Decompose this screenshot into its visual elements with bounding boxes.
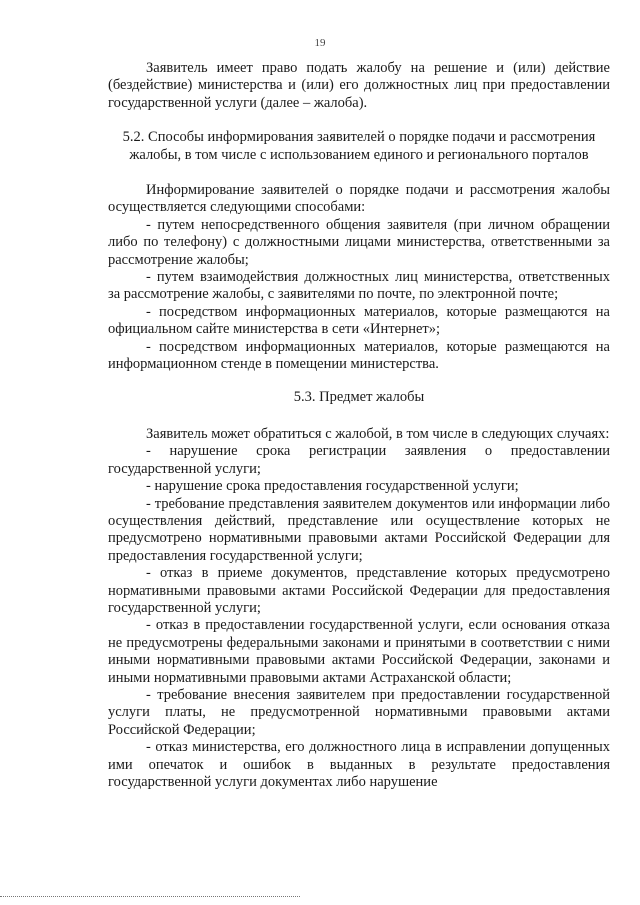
list-item-correction-refusal: - отказ министерства, его должностного лица в исправлении допущенных ими опечаток и ошибок в выданных в результате предоставления государственной услуги документах либо нарушение (108, 739, 610, 791)
list-item-mail-contact: - путем взаимодействия должностных лиц министерства, ответственных за рассмотрение жалобы, с заявителями по почте, по электронной почте; (108, 269, 610, 303)
list-item-service-refusal: - отказ в предоставлении государственной услуги, если основания отказа не предусмотрены федеральными законами и принятыми в соответствии с ними иными нормативными правовыми актами Российской Федерации, законами и иными нормативными правовыми актами Астраханской области; (108, 617, 610, 686)
list-item-document-refusal: - отказ в приеме документов, представление которых предусмотрено нормативными правовыми актами Российской Федерации для предоставления государственной услуги; (108, 565, 610, 616)
list-item-website: - посредством информационных материалов, которые размещаются на официальном сайте министерства в сети «Интернет»; (108, 303, 610, 338)
list-item-fee-demand: - требование внесения заявителем при предоставлении государственной услуги платы, не предусмотренной нормативными правовыми актами Российской Федерации; (108, 687, 610, 738)
list-item-extra-documents: - требование представления заявителем документов или информации либо осуществления действий, представление или осуществление которых не предусмотрено нормативными правовыми актами Российской Федерации для предоставления государственной услуги; (108, 495, 610, 564)
list-item-info-stand: - посредством информационных материалов, которые размещаются на информационном стенде в помещении министерства. (108, 338, 610, 373)
paragraph-complaint-cases: Заявитель может обратиться с жалобой, в том числе в следующих случаях: (146, 425, 610, 442)
list-item-direct-contact: - путем непосредственного общения заявителя (при личном обращении либо по телефону) с должностными лицами министерства, ответственными за рассмотрение жалобы; (108, 216, 610, 268)
page-number: 19 (314, 37, 326, 49)
paragraph-right-to-complain: Заявитель имеет право подать жалобу на решение и (или) действие (бездействие) министерства и (или) его должностных лиц при предоставлении государственной услуги (далее – жалоба). (108, 60, 610, 111)
section-heading-5-2: 5.2. Способы информирования заявителей о порядке подачи и рассмотрения жалобы, в том числе с использованием единого и регионального порталов (122, 129, 596, 163)
list-item-registration-delay: - нарушение срока регистрации заявления о предоставлении государственной услуги; (108, 443, 610, 477)
document-body (108, 60, 610, 791)
list-item-service-delay: - нарушение срока предоставления государственной услуги; (146, 478, 519, 495)
footer-divider (0, 896, 300, 897)
paragraph-informing-methods: Информирование заявителей о порядке подачи и рассмотрения жалобы осуществляется следующими способами: (108, 182, 610, 216)
section-heading-5-3: 5.3. Предмет жалобы (293, 388, 425, 405)
